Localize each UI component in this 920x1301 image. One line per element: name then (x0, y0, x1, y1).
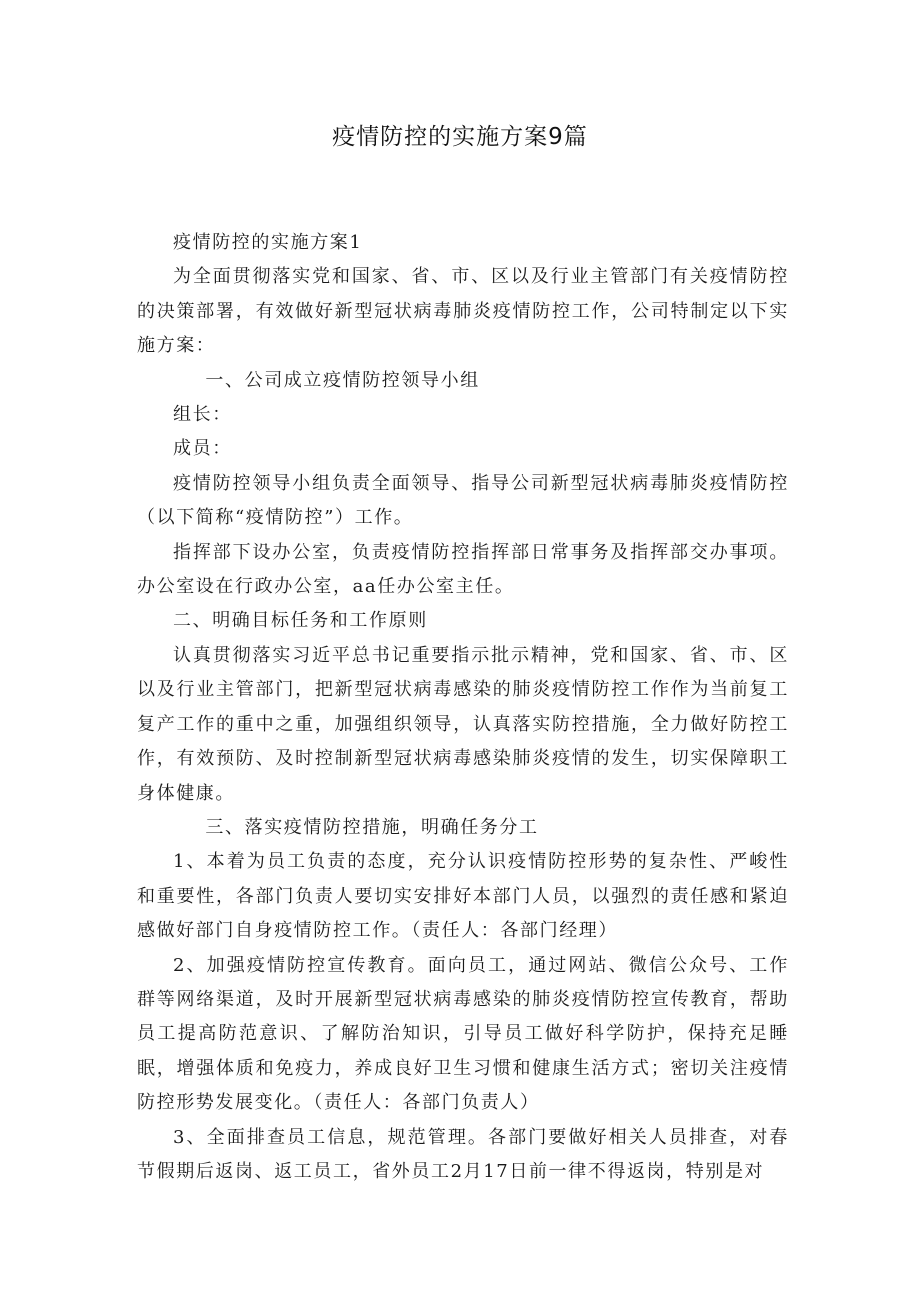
intro-paragraph: 为全面贯彻落实党和国家、省、市、区以及行业主管部门有关疫情防控的决策部署，有效做好新型冠状病毒肺炎疫情防控工作，公司特制定以下实施方案： (137, 266, 789, 357)
section-heading-3: 三、落实疫情防控措施，明确任务分工 (205, 816, 539, 838)
section-heading-1: 一、公司成立疫情防控领导小组 (205, 369, 480, 391)
measure-item-1: 1、本着为员工负责的态度，充分认识疫情防控形势的复杂性、严峻性和重要性，各部门负责人要切实安排好本部门人员，以强烈的责任感和紧迫感做好部门自身疫情防控工作。（责任人：各部门经理） (137, 851, 789, 942)
group-duty-paragraph: 疫情防控领导小组负责全面领导、指导公司新型冠状病毒肺炎疫情防控（以下简称“疫情防控”）工作。 (137, 472, 789, 529)
objectives-paragraph: 认真贯彻落实习近平总书记重要指示批示精神，党和国家、省、市、区以及行业主管部门，把新型冠状病毒感染的肺炎疫情防控工作作为当前复工复产工作的重中之重，加强组织领导，认真落实防控措施，全力做好防控工作，有效预防、及时控制新型冠状病毒感染肺炎疫情的发生，切实保障职工身体健康。 (137, 644, 789, 804)
document-body (137, 226, 789, 1189)
section-heading-plan-1: 疫情防控的实施方案1 (173, 232, 363, 253)
measure-item-3: 3、全面排查员工信息，规范管理。各部门要做好相关人员排查，对春节假期后返岗、返工员工，省外员工2月17日前一律不得返岗，特别是对 (137, 1126, 789, 1182)
measure-item-2: 2、加强疫情防控宣传教育。面向员工，通过网站、微信公众号、工作群等网络渠道，及时开展新型冠状病毒感染的肺炎疫情防控宣传教育，帮助员工提高防范意识、了解防治知识，引导员工做好科学防护，保持充足睡眠，增强体质和免疫力，养成良好卫生习惯和健康生活方式；密切关注疫情防控形势发展变化。（责任人：各部门负责人） (137, 954, 789, 1114)
group-members-line: 成员： (173, 438, 232, 460)
document-title: 疫情防控的实施方案9篇 (332, 124, 588, 150)
group-leader-line: 组长： (173, 404, 232, 426)
section-heading-2: 二、明确目标任务和工作原则 (173, 610, 428, 632)
office-paragraph: 指挥部下设办公室，负责疫情防控指挥部日常事务及指挥部交办事项。办公室设在行政办公室，aa任办公室主任。 (137, 541, 789, 598)
